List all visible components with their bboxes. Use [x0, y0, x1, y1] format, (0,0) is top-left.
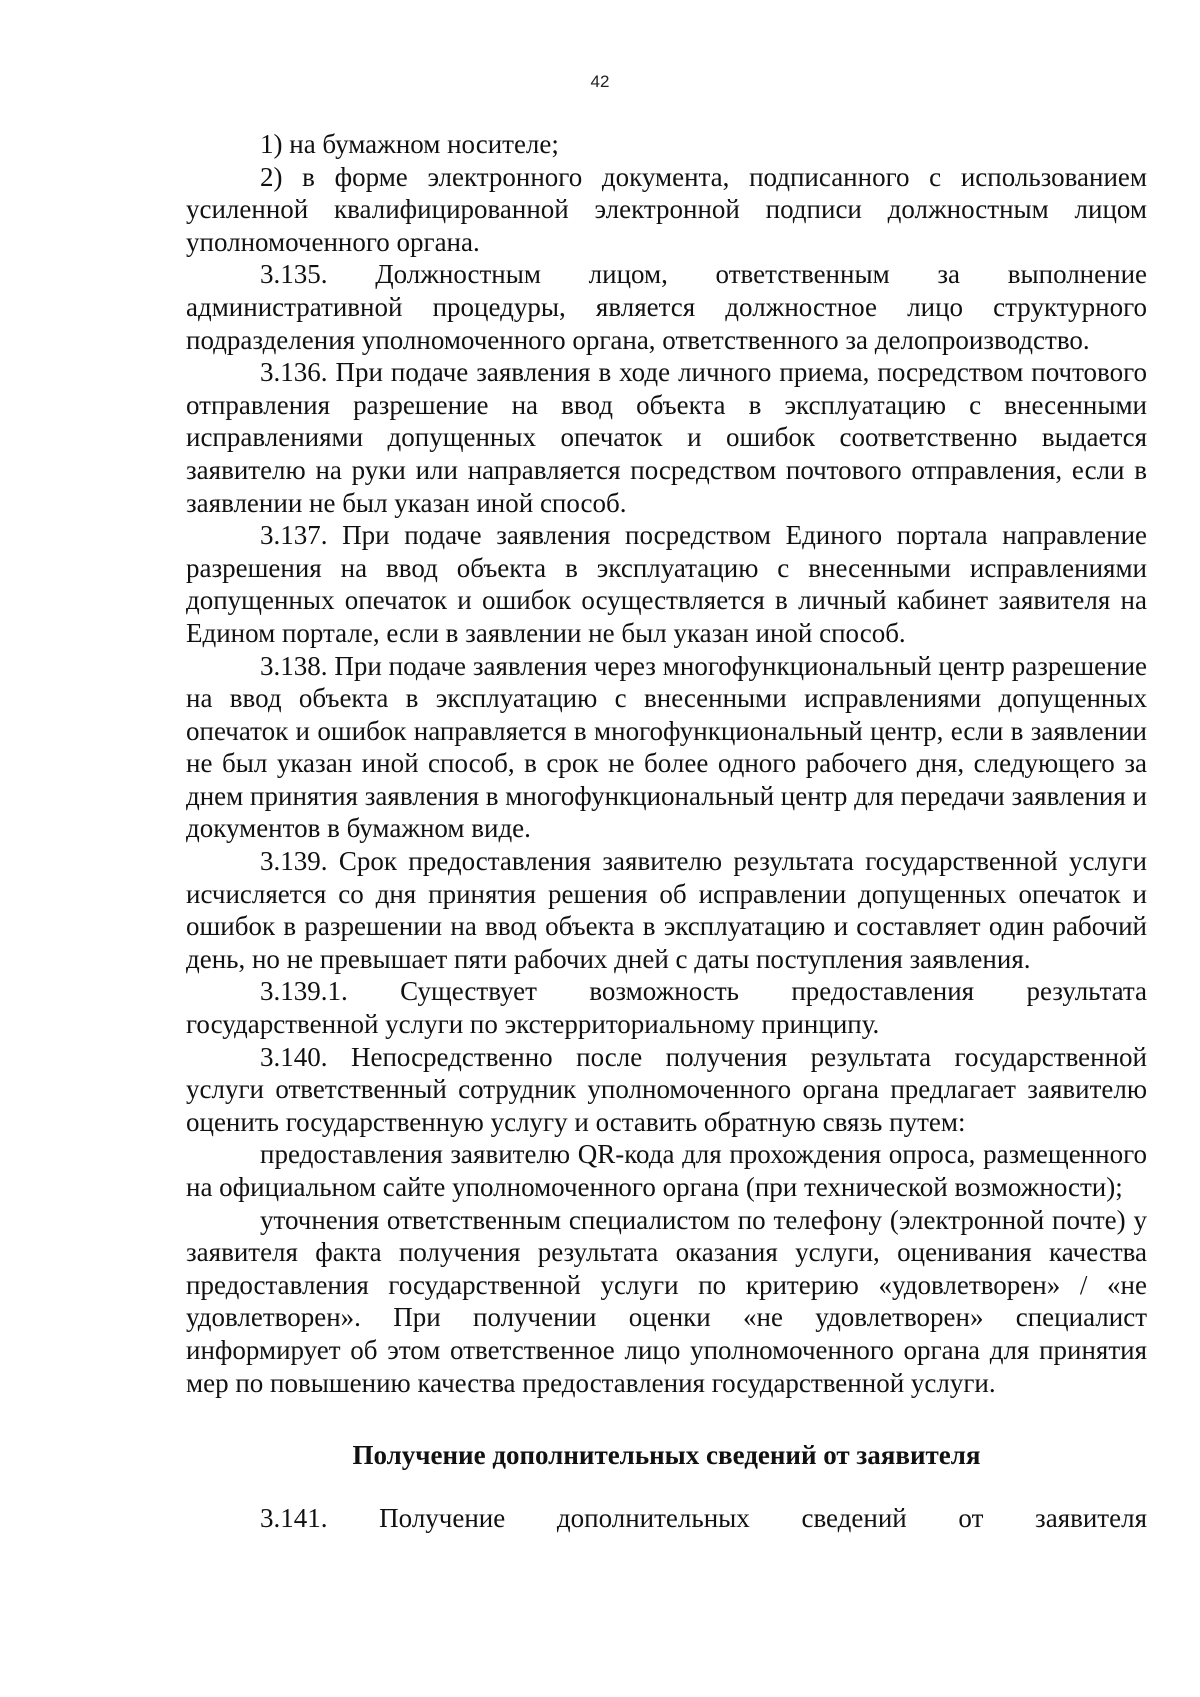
paragraph-qr-code: предоставления заявителю QR-кода для прохождения опроса, размещенного на официальном сайте уполномоченного органа (при технической возможности);	[186, 1139, 1147, 1202]
paragraph-3-141: 3.141. Получение дополнительных сведений от заявителя	[260, 1502, 1147, 1533]
paragraph-3-140: 3.140. Непосредственно после получения результата государственной услуги ответственный сотрудник уполномоченного органа предлагает заявителю оценить государственную услугу и оставить обратную связь путем:	[186, 1041, 1147, 1137]
section-heading: Получение дополнительных сведений от заявителя	[352, 1440, 981, 1471]
paragraph-item-1: 1) на бумажном носителе;	[260, 129, 559, 159]
document-body	[186, 128, 1147, 1534]
paragraph-3-138: 3.138. При подаче заявления через многофункциональный центр разрешение на ввод объекта в эксплуатацию с внесенными исправлениями допущенных опечаток и ошибок направляется в многофункциональный центр, если в заявлении не был указан иной способ, в срок не более одного рабочего дня, следующего за днем принятия заявления в многофункциональный центр для передачи заявления и документов в бумажном виде.	[186, 650, 1147, 844]
paragraph-3-135: 3.135. Должностным лицом, ответственным за выполнение административной процедуры, является должностное лицо структурного подразделения уполномоченного органа, ответственного за делопроизводство.	[186, 259, 1147, 355]
paragraph-3-136: 3.136. При подаче заявления в ходе личного приема, посредством почтового отправления разрешение на ввод объекта в эксплуатацию с внесенными исправлениями допущенных опечаток и ошибок соответственно выдается заявителю на руки или направляется посредством почтового отправления, если в заявлении не был указан иной способ.	[186, 357, 1147, 518]
page-number: 42	[590, 72, 610, 91]
paragraph-3-139-1: 3.139.1. Существует возможность предоставления результата государственной услуги по экстерриториальному принципу.	[186, 976, 1147, 1040]
paragraph-item-2: 2) в форме электронного документа, подписанного с использованием усиленной квалифицированной электронной подписи должностным лицом уполномоченного органа.	[186, 161, 1147, 257]
paragraph-phone-feedback: уточнения ответственным специалистом по телефону (электронной почте) у заявителя факта получения результата оказания услуги, оценивания качества предоставления государственной услуги по критерию «удовлетворен» / «не удовлетворен». При получении оценки «не удовлетворен» специалист информирует об этом ответственное лицо уполномоченного органа для принятия мер по повышению качества предоставления государственной услуги.	[186, 1204, 1147, 1398]
paragraph-3-137: 3.137. При подаче заявления посредством Единого портала направление разрешения на ввод объекта в эксплуатацию с внесенными исправлениями допущенных опечаток и ошибок осуществляется в личный кабинет заявителя на Едином портале, если в заявлении не был указан иной способ.	[186, 520, 1147, 648]
paragraph-3-139: 3.139. Срок предоставления заявителю результата государственной услуги исчисляется со дня принятия решения об исправлении допущенных опечаток и ошибок в разрешении на ввод объекта в эксплуатацию и составляет один рабочий день, но не превышает пяти рабочих дней с даты поступления заявления.	[186, 846, 1147, 974]
